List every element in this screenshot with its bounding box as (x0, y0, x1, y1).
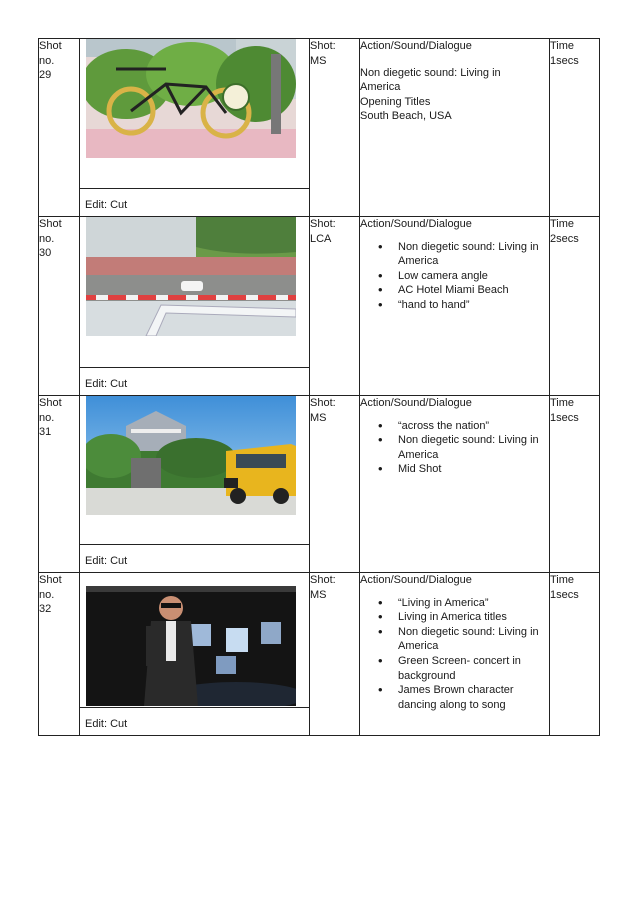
list-item: • “hand to hand” (398, 298, 549, 313)
action-cell (360, 573, 550, 736)
time: Time 1secs (550, 39, 600, 217)
shot-type: Shot: LCA (310, 217, 360, 396)
shot-number-cell (39, 39, 80, 217)
time: Time 2secs (550, 217, 600, 396)
list-item: • Non diegetic sound: Living in America (398, 240, 549, 269)
edit-label: Edit: Cut (80, 544, 309, 572)
list-item: • “Living in America” (398, 596, 549, 611)
shot-type: Shot: MS (310, 39, 360, 217)
shot-number: Shot no. 31 (39, 397, 62, 439)
shot-number-cell (39, 396, 80, 573)
list-item: • “across the nation” (398, 419, 549, 434)
storyboard-sheet (38, 38, 599, 736)
edit-label: Edit: Cut (80, 707, 309, 735)
shot-number: Shot no. 29 (39, 40, 62, 82)
table-row (39, 217, 600, 396)
action-heading: Action/Sound/Dialogue (360, 574, 472, 586)
shot-type: Shot: MS (310, 396, 360, 573)
time: Time 1secs (550, 396, 600, 573)
table-row (39, 396, 600, 573)
shot-number-cell (39, 217, 80, 396)
storyboard-table (38, 38, 600, 736)
action-notes (360, 66, 549, 124)
note-line: America (360, 81, 401, 94)
list-item: • AC Hotel Miami Beach (398, 283, 549, 298)
concert-photo (86, 586, 296, 706)
list-item: • Living in America titles (398, 610, 549, 625)
image-cell (80, 217, 310, 396)
action-bullets (360, 240, 549, 313)
action-cell (360, 39, 550, 217)
shot-number-cell (39, 573, 80, 736)
image-cell (80, 396, 310, 573)
edit-label: Edit: Cut (80, 188, 309, 216)
list-item: • James Brown character dancing along to song (398, 683, 549, 712)
note-line: Opening Titles (360, 95, 431, 108)
table-row (39, 39, 600, 217)
list-item: • Non diegetic sound: Living in America (398, 433, 549, 462)
list-item: • Green Screen- concert in background (398, 654, 549, 683)
action-bullets (360, 596, 549, 713)
note-line: South Beach, USA (360, 110, 452, 123)
action-heading: Action/Sound/Dialogue (360, 397, 472, 409)
image-cell (80, 39, 310, 217)
table-row (39, 573, 600, 736)
shot-number: Shot no. 30 (39, 218, 62, 260)
edit-label: Edit: Cut (80, 367, 309, 395)
shot-type: Shot: MS (310, 573, 360, 736)
time: Time 1secs (550, 573, 600, 736)
list-item: • Low camera angle (398, 269, 549, 284)
list-item: • Mid Shot (398, 462, 549, 477)
bicycle-photo (86, 39, 296, 158)
school-bus-photo (86, 396, 296, 515)
action-bullets (360, 419, 549, 477)
list-item: • Non diegetic sound: Living in America (398, 625, 549, 654)
shot-number: Shot no. 32 (39, 574, 62, 616)
action-cell (360, 396, 550, 573)
action-cell (360, 217, 550, 396)
image-cell (80, 573, 310, 736)
action-heading: Action/Sound/Dialogue (360, 40, 472, 52)
note-line: Non diegetic sound: Living in (360, 66, 501, 79)
street-photo (86, 217, 296, 336)
action-heading: Action/Sound/Dialogue (360, 218, 472, 230)
